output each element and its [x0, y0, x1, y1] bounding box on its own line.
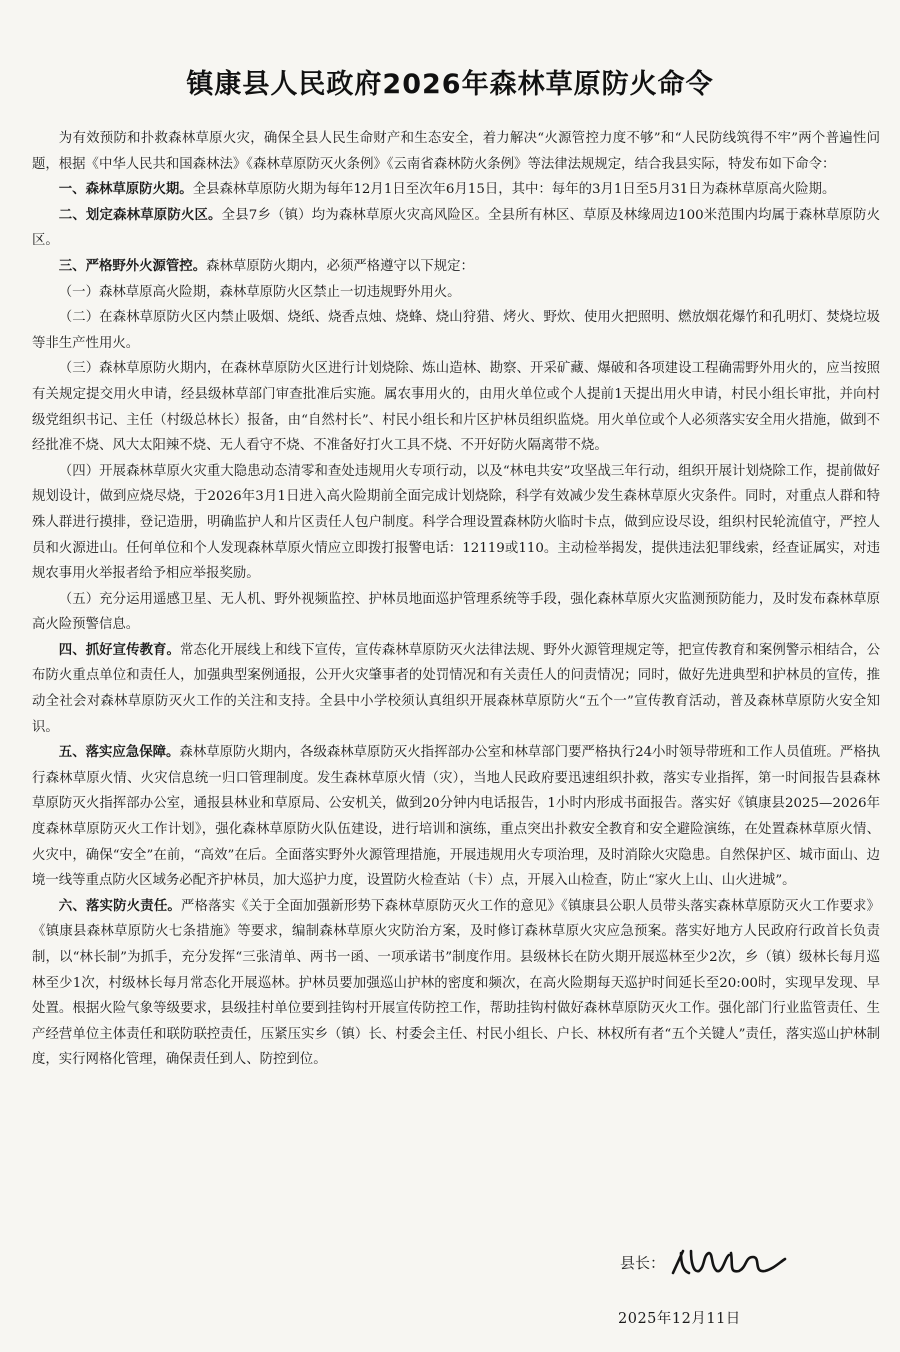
- document-body: [32, 126, 880, 1073]
- section-text: 全县森林草原防火期为每年12月1日至次年6月15日，其中：每年的3月1日至5月31日为森林草原高火险期。: [192, 182, 836, 198]
- section-6: [32, 894, 880, 1073]
- sub-item-3: （三）森林草原防火期内，在森林草原防火区进行计划烧除、炼山造林、勘察、开采矿藏、爆破和各项建设工程确需野外用火的，应当按照有关规定提交用火申请，经县级林草部门审查批准后实施。属农事用火的，由用火单位或个人提前1天提出用火申请，村民小组长审批，并向村级党组织书记、主任（村级总林长）报备，由“自然村长”、村民小组长和片区护林员组织监烧。用火单位或个人必须落实安全用火措施，做到不经批准不烧、风大太阳辣不烧、无人看守不烧、不准备好打火工具不烧、不开好防火隔离带不烧。: [32, 361, 880, 454]
- section-heading: 一、森林草原防火期。: [58, 182, 193, 198]
- sub-item-1: （一）森林草原高火险期，森林草原防火区禁止一切违规野外用火。: [58, 284, 461, 300]
- intro-paragraph: 为有效预防和扑救森林草原火灾，确保全县人民生命财产和生态安全，着力解决“火源管控力度不够”和“人民防线筑得不牢”两个普遍性问题，根据《中华人民共和国森林法》《森林草原防灭火条例》《云南省森林防火条例》等法律法规规定，结合我县实际，特发布如下命令：: [32, 131, 880, 172]
- section-2: [32, 203, 880, 254]
- section-heading: 三、严格野外火源管控。: [58, 258, 207, 274]
- sub-item-5: （五）充分运用遥感卫星、无人机、野外视频监控、护林员地面巡护管理系统等手段，强化森林草原火灾监测预防能力，及时发布森林草原高火险预警信息。: [32, 591, 880, 633]
- signature-label: 县长：: [620, 1253, 666, 1272]
- section-heading: 五、落实应急保障。: [58, 745, 180, 761]
- section-text: 全县7乡（镇）均为森林草原火灾高风险区。全县所有林区、草原及林缘周边100米范围内均属于森林草原防火区。: [32, 207, 881, 249]
- handwritten-signature-icon: [669, 1245, 789, 1279]
- section-4: [32, 638, 880, 740]
- sub-item-2: （二）在森林草原防火区内禁止吸烟、烧纸、烧香点烛、烧蜂、烧山狩猎、烤火、野炊、使用火把照明、燃放烟花爆竹和孔明灯、焚烧垃圾等非生产性用火。: [32, 310, 880, 351]
- document-title: 镇康县人民政府2026年森林草原防火命令: [186, 69, 714, 100]
- signature-block: [620, 1245, 789, 1279]
- section-1: [32, 177, 880, 203]
- section-heading: 二、划定森林草原防火区。: [58, 207, 222, 223]
- section-text: 森林草原防火期内，各级森林草原防灭火指挥部办公室和林草部门要严格执行24小时领导带班和工作人员值班。严格执行森林草原火情、火灾信息统一归口管理制度。发生森林草原火情（灾），当地人民政府要迅速组织扑救，落实专业指挥，第一时间报告县森林草原防灭火指挥部办公室，通报县林业和草原局、公安机关，做到20分钟内电话报告，1小时内形成书面报告。落实好《镇康县2025—2026年度森林草原防灭火工作计划》，强化森林草原防火队伍建设，进行培训和演练，重点突出扑救安全教育和安全避险演练，在处置森林草原火情、火灾中，确保“安全”在前，“高效”在后。全面落实野外火源管理措施，开展违规用火专项治理，及时消除火灾隐患。自然保护区、城市面山、边境一线等重点防火区域务必配齐护林员，加大巡护力度，设置防火检查站（卡）点，开展入山检查，防止“家火上山、山火进城”。: [32, 745, 880, 889]
- section-heading: 四、抓好宣传教育。: [58, 642, 180, 658]
- sub-item-4: （四）开展森林草原火灾重大隐患动态清零和查处违规用火专项行动，以及“林电共安”攻坚战三年行动，组织开展计划烧除工作，提前做好规划设计，做到应烧尽烧，于2026年3月1日进入高火险期前全面完成计划烧除，科学有效减少发生森林草原火灾条件。同时，对重点人群和特殊人群进行摸排，登记造册，明确监护人和片区责任人包户制度。科学合理设置森林防火临时卡点，做到应设尽设，组织村民轮流值守，严控人员和火源进山。任何单位和个人发现森林草原火情应立即拨打报警电话：12119或110。主动检举揭发，提供违法犯罪线索，经查证属实，对违规农事用火举报者给予相应举报奖励。: [32, 463, 880, 582]
- section-heading: 六、落实防火责任。: [58, 898, 181, 914]
- document-date: 2025年12月11日: [618, 1311, 741, 1327]
- section-3: [32, 254, 880, 280]
- section-5: [32, 740, 880, 894]
- section-text: 常态化开展线上和线下宣传，宣传森林草原防灭火法律法规、野外火源管理规定等，把宣传教育和案例警示相结合，公布防火重点单位和责任人，加强典型案例通报，公开火灾肇事者的处罚情况和有关责任人的问责情况；同时，做好先进典型和护林员的宣传，推动全社会对森林草原防灭火工作的关注和支持。全县中小学校须认真组织开展森林草原防火“五个一”宣传教育活动，普及森林草原防火安全知识。: [32, 642, 880, 735]
- section-text: 严格落实《关于全面加强新形势下森林草原防灭火工作的意见》《镇康县公职人员带头落实森林草原防灭火工作要求》《镇康县森林草原防火七条措施》等要求，编制森林草原火灾防治方案，及时修订森林草原火灾应急预案。落实好地方人民政府行政首长负责制，以“林长制”为抓手，充分发挥“三张清单、两书一函、一项承诺书”制度作用。县级林长在防火期开展巡林至少2次，乡（镇）级林长每月巡林至少1次，村级林长每月常态化开展巡林。护林员要加强巡山护林的密度和频次，在高火险期每天巡护时间延长至20:00时，实现早发现、早处置。根据火险气象等级要求，县级挂村单位要到挂钩村开展宣传防控工作，帮助挂钩村做好森林草原防灭火工作。强化部门行业监管责任、生产经营单位主体责任和联防联控责任，压紧压实乡（镇）长、村委会主任、村民小组长、户长、林权所有者“五个关键人”责任，落实巡山护林制度，实行网格化管理，确保责任到人、防控到位。: [32, 898, 881, 1068]
- section-text: 森林草原防火期内，必须严格遵守以下规定：: [206, 258, 474, 274]
